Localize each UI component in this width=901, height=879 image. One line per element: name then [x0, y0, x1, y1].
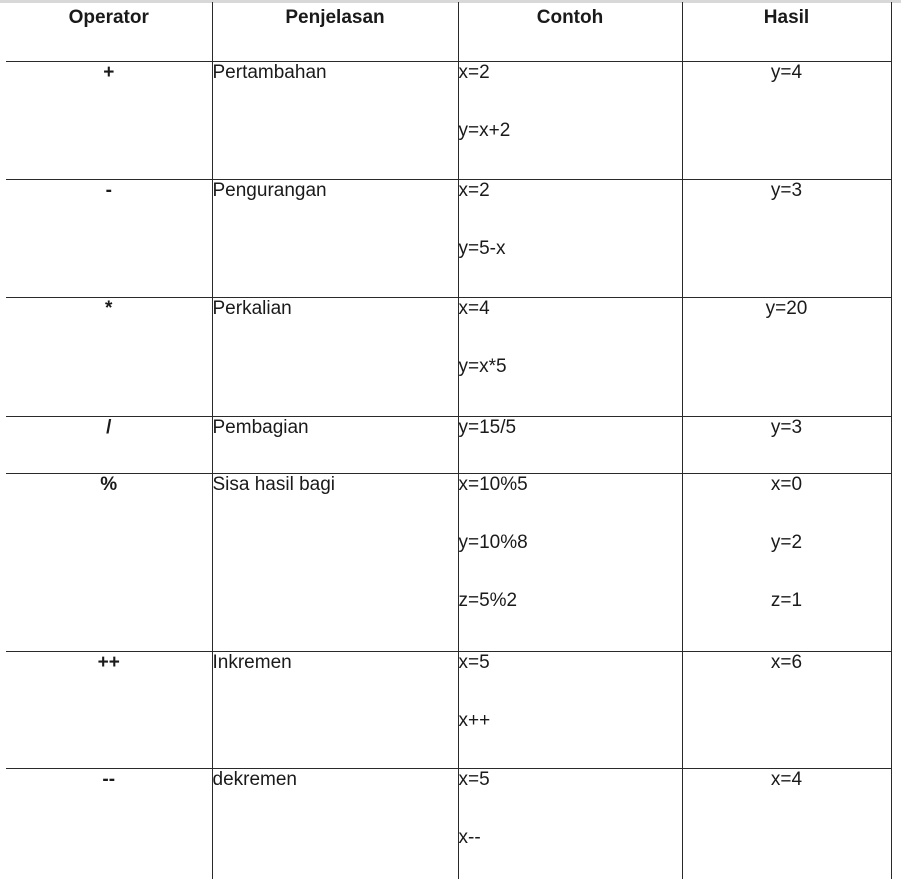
description-cell: Sisa hasil bagi: [212, 473, 458, 651]
result-cell: [682, 651, 891, 768]
result-line: y=20: [765, 297, 808, 319]
operator-cell: +: [6, 61, 212, 179]
operator-cell: --: [6, 768, 212, 879]
example-line: x--: [458, 826, 481, 848]
description-cell: dekremen: [212, 768, 458, 879]
result-line: z=1: [770, 589, 803, 611]
example-line: y=10%8: [458, 531, 528, 553]
table-row: [6, 768, 891, 879]
example-line: x=2: [458, 61, 490, 83]
result-cell: [682, 416, 891, 473]
example-cell: [458, 179, 682, 297]
result-cell: [682, 61, 891, 179]
header-operator: Operator: [6, 2, 212, 61]
result-line: x=4: [770, 768, 803, 790]
table-row: [6, 473, 891, 651]
table-row: [6, 651, 891, 768]
operator-cell: *: [6, 297, 212, 416]
header-hasil: Hasil: [682, 2, 891, 61]
example-cell: [458, 297, 682, 416]
example-line: y=15/5: [458, 416, 517, 438]
result-cell: [682, 473, 891, 651]
example-line: y=5-x: [458, 237, 506, 259]
example-line: y=x*5: [458, 355, 507, 377]
example-line: x=10%5: [458, 473, 528, 495]
description-cell: Pengurangan: [212, 179, 458, 297]
table-row: [6, 179, 891, 297]
result-cell: [682, 179, 891, 297]
result-line: y=3: [770, 416, 803, 438]
table-header-row: [6, 2, 891, 61]
example-cell: [458, 473, 682, 651]
description-cell: Perkalian: [212, 297, 458, 416]
description-cell: Pertambahan: [212, 61, 458, 179]
header-contoh: Contoh: [458, 2, 682, 61]
table-row: [6, 416, 891, 473]
result-line: y=4: [770, 61, 803, 83]
result-line: y=3: [770, 179, 803, 201]
operator-cell: -: [6, 179, 212, 297]
table-row: [6, 61, 891, 179]
example-line: y=x+2: [458, 119, 511, 141]
table-row: [6, 297, 891, 416]
example-line: x=4: [458, 297, 490, 319]
result-cell: [682, 768, 891, 879]
operator-cell: %: [6, 473, 212, 651]
result-line: y=2: [770, 531, 803, 553]
example-line: x=2: [458, 179, 490, 201]
example-cell: [458, 416, 682, 473]
result-line: x=0: [770, 473, 803, 495]
example-line: x=5: [458, 768, 490, 790]
example-cell: [458, 61, 682, 179]
description-cell: Inkremen: [212, 651, 458, 768]
operator-table: [6, 2, 892, 879]
operator-cell: ++: [6, 651, 212, 768]
example-line: x=5: [458, 651, 490, 673]
result-cell: [682, 297, 891, 416]
header-penjelasan: Penjelasan: [212, 2, 458, 61]
example-line: x++: [458, 709, 491, 731]
example-line: z=5%2: [458, 589, 518, 611]
result-line: x=6: [770, 651, 803, 673]
operator-cell: /: [6, 416, 212, 473]
description-cell: Pembagian: [212, 416, 458, 473]
example-cell: [458, 768, 682, 879]
example-cell: [458, 651, 682, 768]
